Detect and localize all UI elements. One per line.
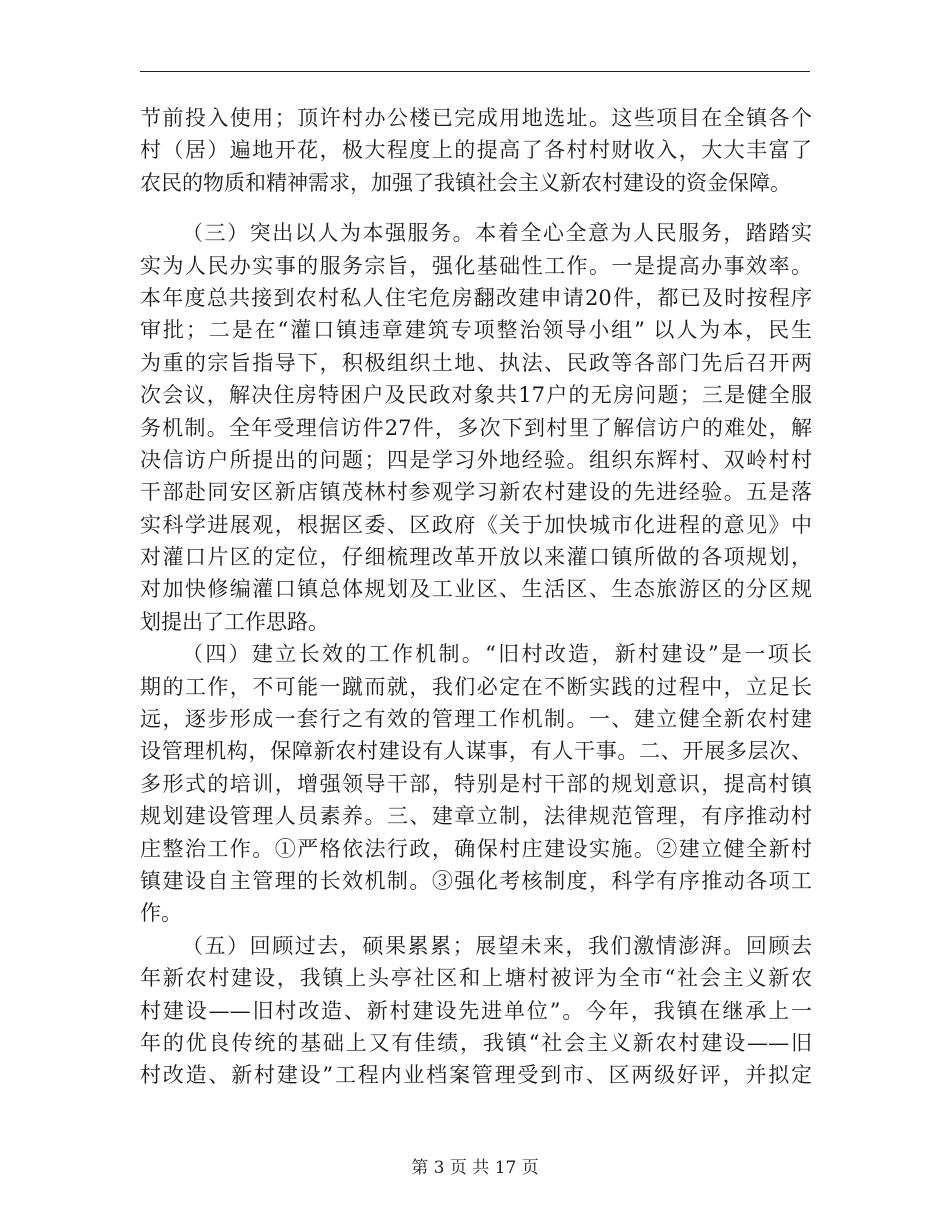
text-line: 节前投入使用；顶许村办公楼已完成用地选址。这些项目在全镇各个 [140, 106, 812, 130]
text-line: 村（居）遍地开花，极大程度上的提高了各村村财收入，大大丰富了 [140, 138, 812, 163]
text-line: 设管理机构，保障新农村建设有人谋事，有人干事。二、开展多层次、 [140, 739, 812, 764]
text-line: 本年度总共接到农村私人住宅危房翻改建申请20件，都已及时按程序 [140, 285, 812, 310]
text-line: （五）回顾过去，硕果累累；展望未来，我们激情澎湃。回顾去 [182, 933, 812, 958]
document-body [140, 102, 812, 1092]
text-line: 对加快修编灌口镇总体规划及工业区、生活区、生态旅游区的分区规 [140, 577, 812, 602]
text-line: 多形式的培训，增强领导干部，特别是村干部的规划意识，提高村镇 [140, 771, 812, 796]
text-line: 远，逐步形成一套行之有效的管理工作机制。一、建立健全新农村建 [140, 707, 812, 732]
text-line: （四）建立长效的工作机制。“旧村改造，新村建设”是一项长 [182, 642, 812, 667]
text-line: 为重的宗旨指导下，积极组织土地、执法、民政等各部门先后召开两 [140, 350, 812, 375]
text-line: 对灌口片区的定位，仔细梳理改革开放以来灌口镇所做的各项规划， [140, 545, 812, 570]
text-line: （三）突出以人为本强服务。本着全心全意为人民服务，踏踏实 [182, 221, 812, 246]
text-line: 审批；二是在“灌口镇违章建筑专项整治领导小组” 以人为本，民生 [140, 318, 812, 343]
text-line: 年的优良传统的基础上又有佳绩，我镇“社会主义新农村建设——旧 [140, 1030, 812, 1055]
text-line: 村改造、新村建设”工程内业档案管理受到市、区两级好评，并拟定 [140, 1063, 812, 1088]
text-line: 庄整治工作。①严格依法行政，确保村庄建设实施。②建立健全新村 [140, 836, 812, 861]
text-line: 作。 [140, 901, 182, 926]
header-rule [140, 71, 810, 72]
paragraph-gap [140, 199, 812, 217]
paragraph-continuation [140, 102, 812, 199]
text-line: 实科学进展观，根据区委、区政府《关于加快城市化进程的意见》中 [140, 512, 812, 537]
text-line: 期的工作，不可能一蹴而就，我们必定在不断实践的过程中，立足长 [140, 674, 812, 699]
text-line: 次会议，解决住房特困户及民政对象共17户的无房问题；三是健全服 [140, 383, 812, 408]
text-line: 干部赴同安区新店镇茂林村参观学习新农村建设的先进经验。五是落 [140, 480, 812, 505]
paragraph-section-3 [140, 217, 812, 638]
page-footer: 第 3 页 共 17 页 [411, 1158, 539, 1178]
text-line: 年新农村建设，我镇上头亭社区和上塘村被评为全市“社会主义新农 [140, 966, 812, 991]
paragraph-section-5 [140, 930, 812, 1092]
text-line: 务机制。全年受理信访件27件，多次下到村里了解信访户的难处，解 [140, 415, 812, 440]
text-line: 划提出了工作思路。 [140, 609, 329, 634]
text-line: 实为人民办实事的服务宗旨，强化基础性工作。一是提高办事效率。 [140, 253, 812, 278]
text-line: 农民的物质和精神需求，加强了我镇社会主义新农村建设的资金保障。 [140, 170, 791, 195]
paragraph-section-4 [140, 638, 812, 930]
text-line: 规划建设管理人员素养。三、建章立制，法律规范管理，有序推动村 [140, 804, 812, 829]
text-line: 镇建设自主管理的长效机制。③强化考核制度，科学有序推动各项工 [140, 868, 812, 893]
text-line: 决信访户所提出的问题；四是学习外地经验。组织东辉村、双岭村村 [140, 447, 812, 472]
text-line: 村建设——旧村改造、新村建设先进单位”。今年，我镇在继承上一 [140, 998, 812, 1023]
